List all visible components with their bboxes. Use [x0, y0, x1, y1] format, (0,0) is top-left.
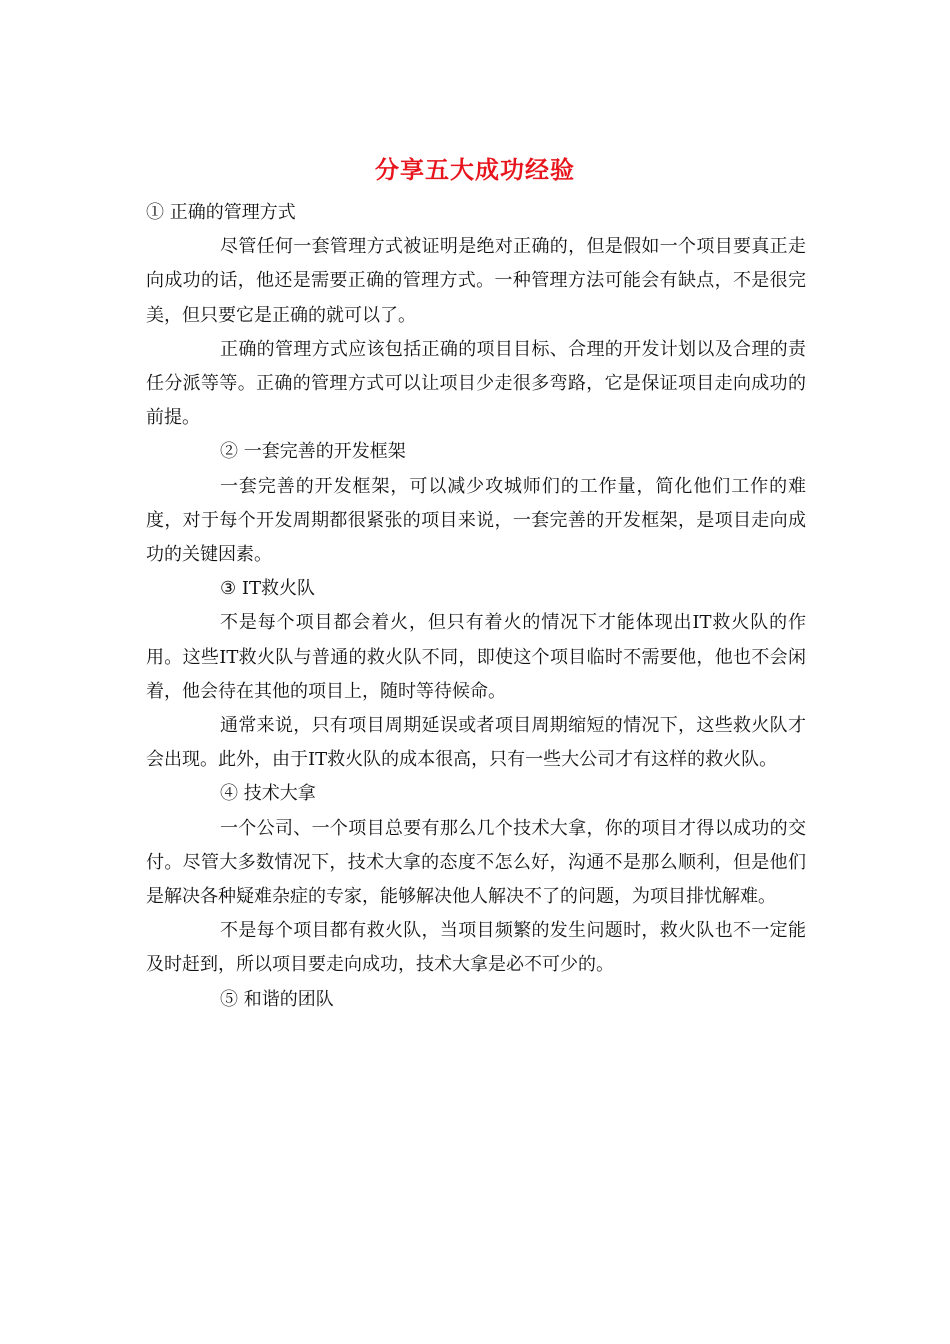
section-3-paragraph-2: 通常来说，只有项目周期延误或者项目周期缩短的情况下，这些救火队才会出现。此外，由于IT救火队的成本很高，只有一些大公司才有这样的救火队。 — [146, 715, 806, 771]
section-heading-2: ② 一套完善的开发框架 — [220, 441, 406, 463]
section-2-paragraph-1: 一套完善的开发框架，可以减少攻城师们的工作量，简化他们工作的难度，对于每个开发周期都很紧张的项目来说，一套完善的开发框架，是项目走向成功的关键因素。 — [146, 475, 806, 566]
document-body — [146, 196, 806, 1017]
document-title: 分享五大成功经验 — [375, 155, 575, 184]
section-heading-4: ④ 技术大拿 — [220, 783, 316, 805]
section-1-paragraph-1: 尽管任何一套管理方式被证明是绝对正确的，但是假如一个项目要真正走向成功的话，他还是需要正确的管理方式。一种管理方法可能会有缺点，不是很完美，但只要它是正确的就可以了。 — [146, 236, 806, 326]
section-heading-3: ③ IT救火队 — [220, 578, 315, 600]
section-3-paragraph-1: 不是每个项目都会着火，但只有着火的情况下才能体现出IT救火队的作用。这些IT救火队与普通的救火队不同，即使这个项目临时不需要他，他也不会闲着，他会待在其他的项目上，随时等待候命。 — [146, 612, 806, 702]
section-4-paragraph-1: 一个公司、一个项目总要有那么几个技术大拿，你的项目才得以成功的交付。尽管大多数情况下，技术大拿的态度不怎么好，沟通不是那么顺利，但是他们是解决各种疑难杂症的专家，能够解决他人解决不了的问题，为项目排忧解难。 — [146, 817, 806, 908]
section-4-paragraph-2: 不是每个项目都有救火队，当项目频繁的发生问题时，救火队也不一定能及时赶到，所以项目要走向成功，技术大拿是必不可少的。 — [146, 920, 806, 976]
section-heading-5: ⑤ 和谐的团队 — [220, 988, 334, 1010]
section-heading-1: ① 正确的管理方式 — [146, 202, 296, 223]
section-1-paragraph-2: 正确的管理方式应该包括正确的项目目标、合理的开发计划以及合理的责任分派等等。正确的管理方式可以让项目少走很多弯路，它是保证项目走向成功的前提。 — [146, 338, 806, 429]
